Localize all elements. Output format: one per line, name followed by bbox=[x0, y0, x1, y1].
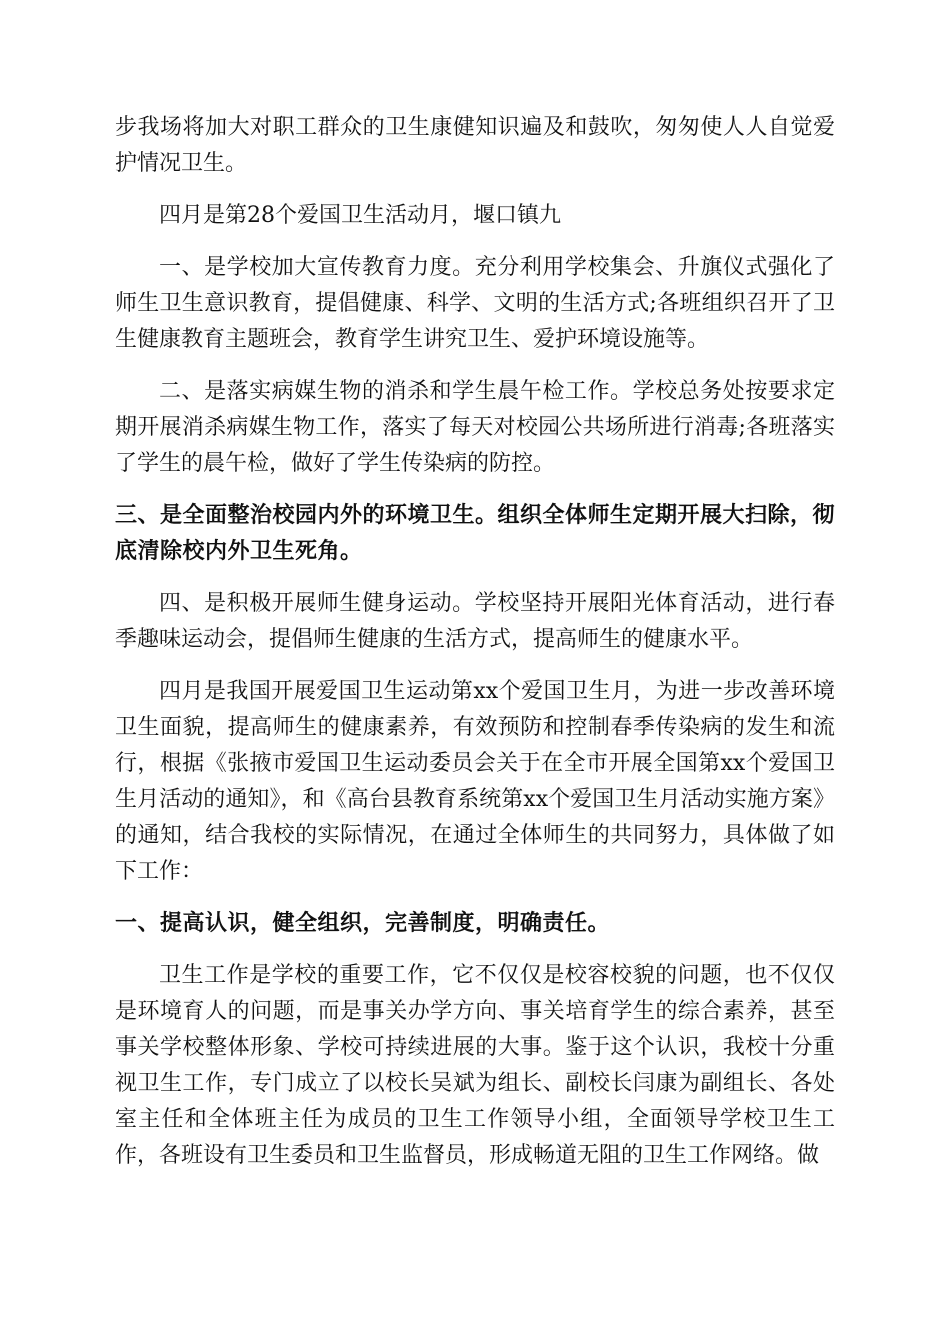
paragraph-3: 一、是学校加大宣传教育力度。充分利用学校集会、升旗仪式强化了师生卫生意识教育，提倡健康、科学、文明的生活方式;各班组织召开了卫生健康教育主题班会，教育学生讲究卫生、爱护环境设施等。 bbox=[115, 255, 835, 352]
paragraph-1: 步我场将加大对职工群众的卫生康健知识遍及和鼓吹，匆匆使人人自觉爱护情况卫生。 bbox=[115, 115, 835, 176]
paragraph-5: 四、是积极开展师生健身运动。学校坚持开展阳光体育活动，进行春季趣味运动会，提倡师生健康的生活方式，提高师生的健康水平。 bbox=[115, 591, 835, 652]
paragraph-7: 卫生工作是学校的重要工作，它不仅仅是校容校貌的问题，也不仅仅是环境育人的问题，而是事关办学方向、事关培育学生的综合素养，甚至事关学校整体形象、学校可持续进展的大事。鉴于这个认识，我校十分重视卫生工作，专门成立了以校长吴斌为组长、副校长闫康为副组长、各处室主任和全体班主任为成员的卫生工作领导小组，全面领导学校卫生工作，各班设有卫生委员和卫生监督员，形成畅道无阻的卫生工作网络。做 bbox=[115, 963, 835, 1168]
paragraph-2: 四月是第28个爱国卫生活动月，堰口镇九 bbox=[159, 203, 561, 228]
section-heading-1: 一、提高认识，健全组织，完善制度，明确责任。 bbox=[115, 911, 611, 936]
paragraph-4: 二、是落实病媒生物的消杀和学生晨午检工作。学校总务处按要求定期开展消杀病媒生物工作，落实了每天对校园公共场所进行消毒;各班落实了学生的晨午检，做好了学生传染病的防控。 bbox=[115, 379, 835, 476]
document-page bbox=[115, 110, 835, 1190]
section-heading-3: 三、是全面整治校园内外的环境卫生。组织全体师生定期开展大扫除，彻底清除校内外卫生死角。 bbox=[115, 503, 836, 564]
paragraph-6: 四月是我国开展爱国卫生运动第xx个爱国卫生月，为进一步改善环境卫生面貌，提高师生的健康素养，有效预防和控制春季传染病的发生和流行，根据《张掖市爱国卫生运动委员会关于在全市开展全国第xx个爱国卫生月活动的通知》，和《高台县教育系统第xx个爱国卫生月活动实施方案》的通知，结合我校的实际情况，在通过全体师生的共同努力，具体做了如下工作： bbox=[115, 679, 835, 884]
